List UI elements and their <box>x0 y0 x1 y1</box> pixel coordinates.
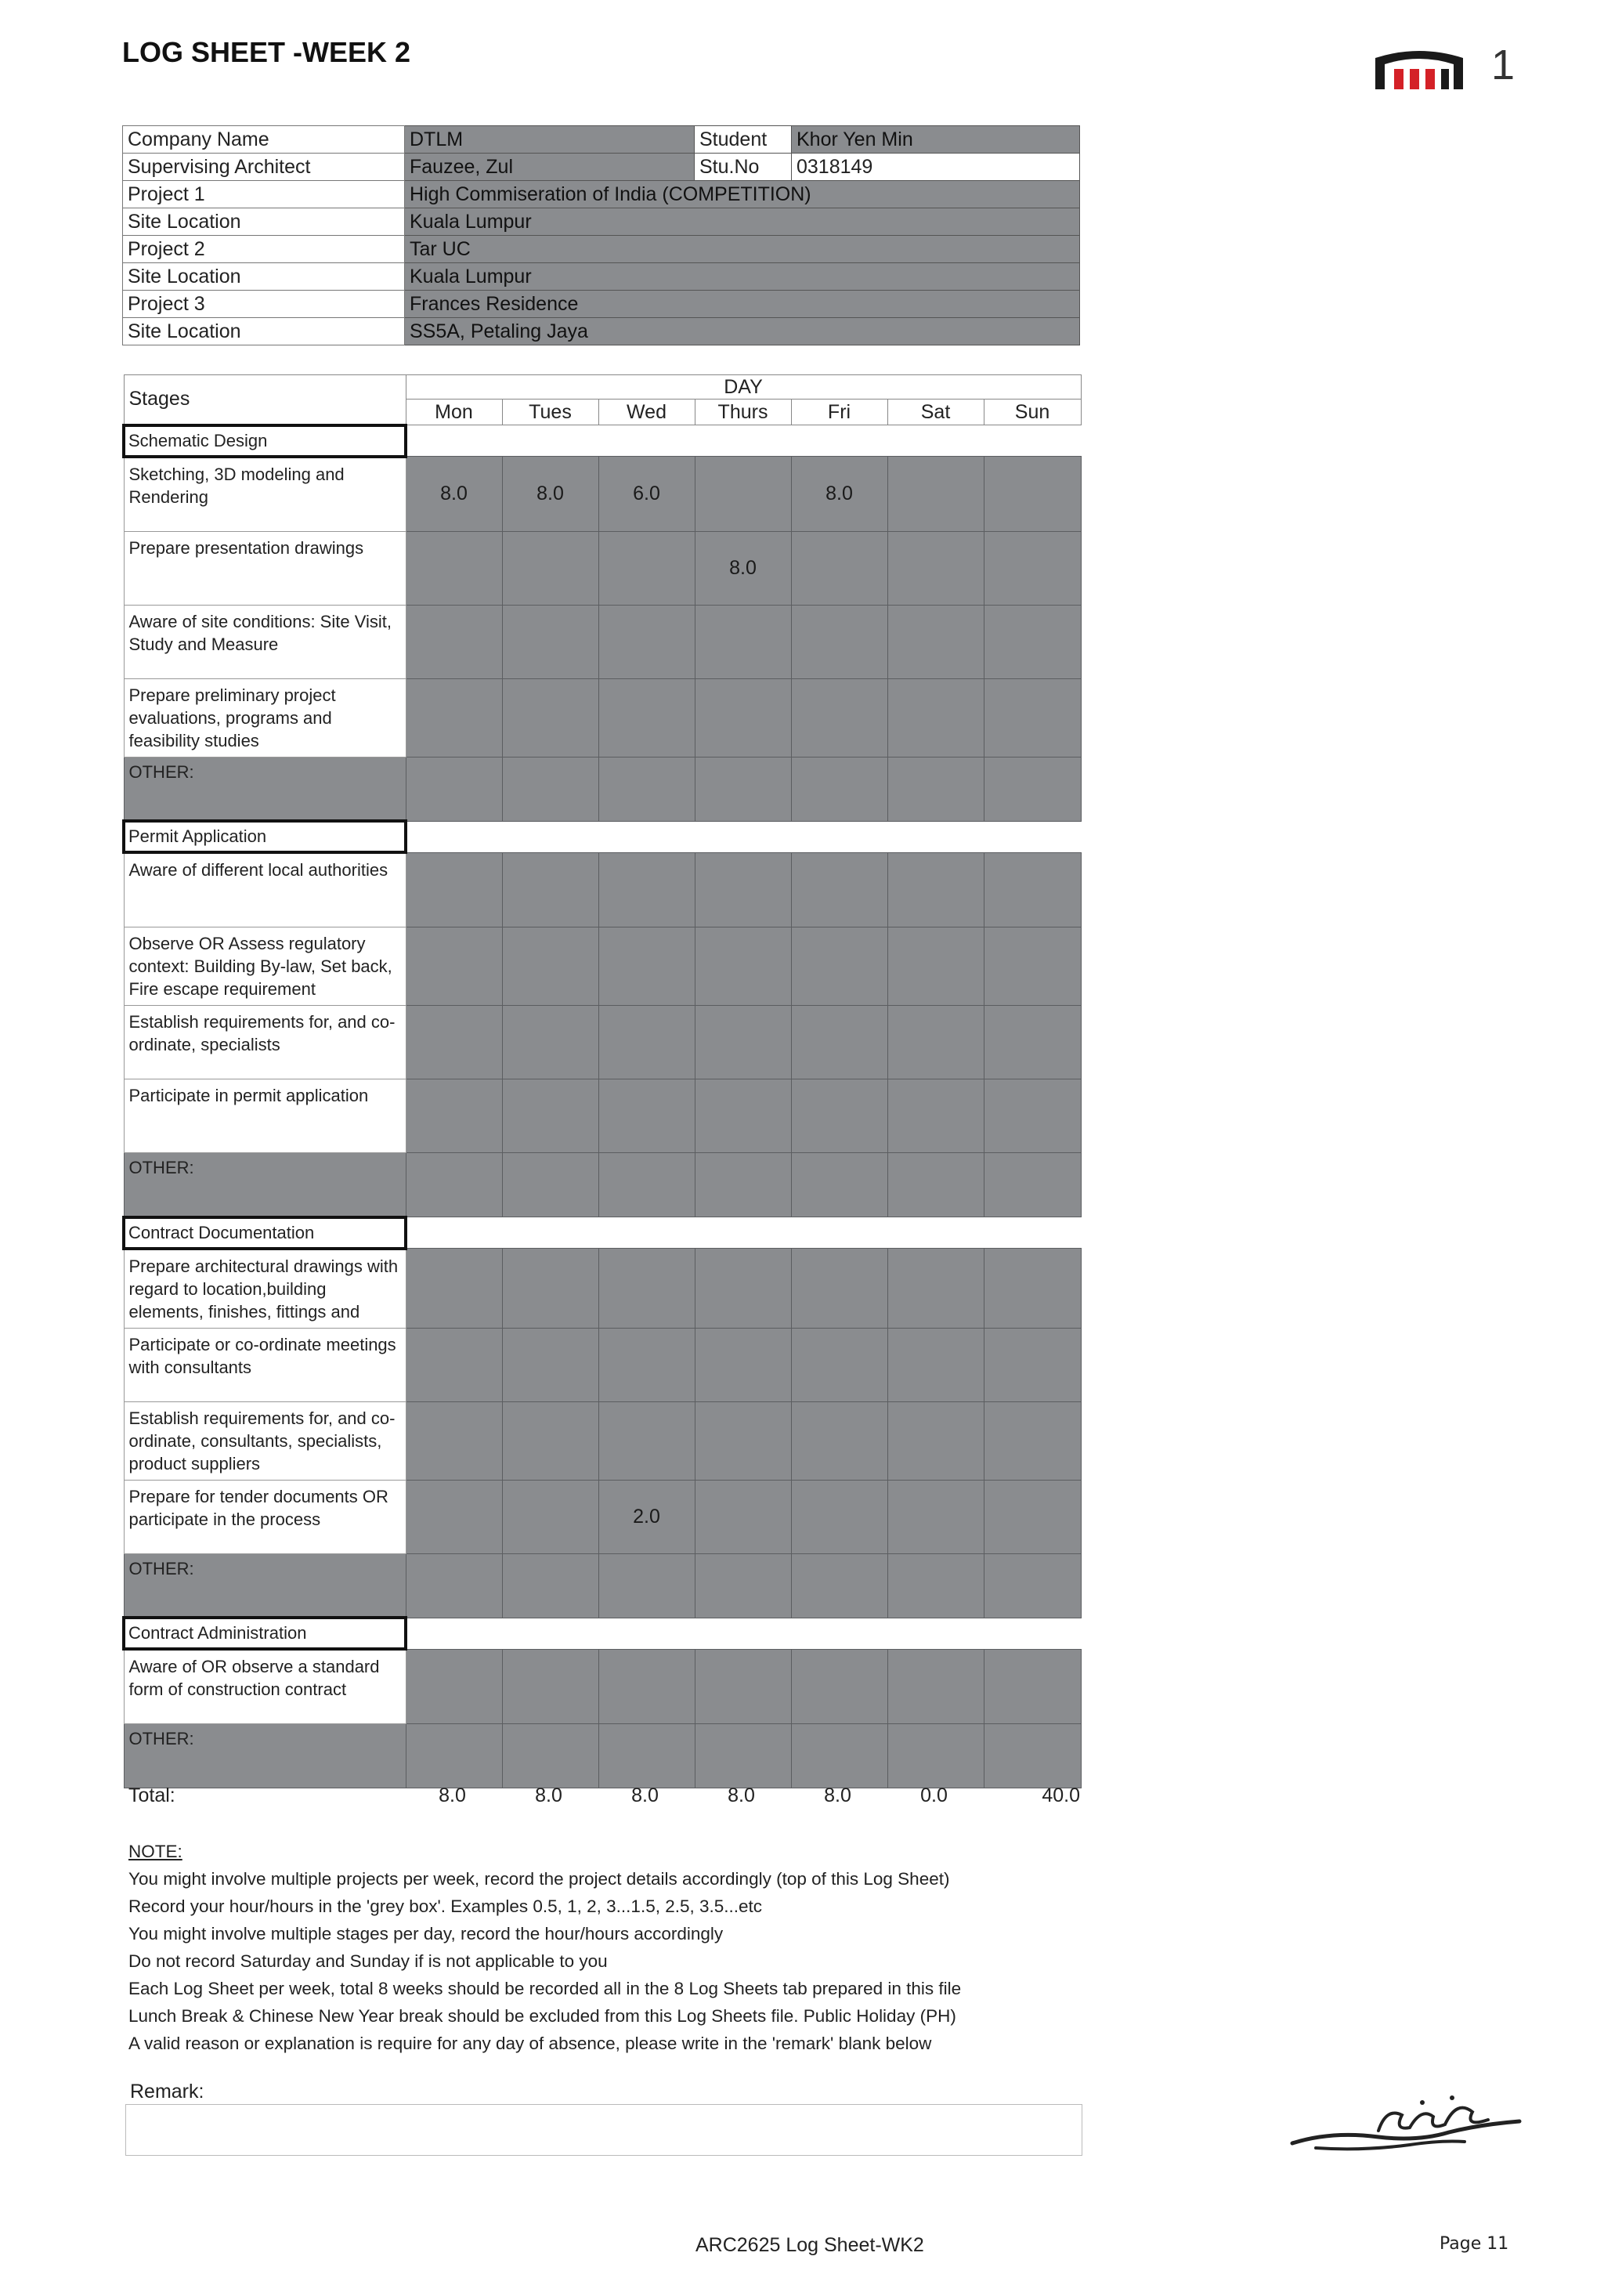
activity-row <box>124 1649 1081 1724</box>
section-spacer <box>406 1217 1081 1249</box>
grid-header-row <box>124 375 1081 400</box>
student-label: Student <box>695 126 792 154</box>
activity-label: Prepare preliminary project evaluations, programs and feasibility studies <box>124 678 406 757</box>
hours-cell[interactable] <box>598 1006 695 1079</box>
hours-cell[interactable] <box>695 1553 791 1618</box>
info-row-project3 <box>123 291 1080 318</box>
hours-cell[interactable] <box>695 927 791 1006</box>
note-line: You might involve multiple projects per week, record the project details accordingly (top of this Log Sheet) <box>128 1869 950 1889</box>
hours-cell[interactable] <box>598 1153 695 1217</box>
supervising-architect-label: Supervising Architect <box>123 154 405 181</box>
other-row <box>124 1153 1081 1217</box>
hours-cell[interactable] <box>887 605 984 678</box>
hours-cell[interactable] <box>791 1724 887 1788</box>
hours-cell[interactable] <box>502 1153 598 1217</box>
university-logo <box>1372 47 1466 92</box>
hours-cell[interactable] <box>502 852 598 927</box>
activity-row <box>124 1401 1081 1480</box>
section-row-contract-admin <box>124 1618 1081 1649</box>
hours-cell[interactable] <box>598 852 695 927</box>
hours-cell[interactable] <box>502 1553 598 1618</box>
hours-cell[interactable] <box>887 852 984 927</box>
totals-row <box>122 1784 1079 1811</box>
hours-cell[interactable] <box>406 1006 502 1079</box>
activity-label: Participate in permit application <box>124 1079 406 1153</box>
hours-cell[interactable] <box>695 1249 791 1329</box>
hours-cell[interactable] <box>791 1249 887 1329</box>
hours-cell[interactable] <box>984 1480 1081 1553</box>
stu-no-value: 0318149 <box>792 154 1080 181</box>
activity-label: Prepare architectural drawings with regard to location,building elements, finishes, fittings and <box>124 1249 406 1329</box>
activity-label: Establish requirements for, and co-ordinate, consultants, specialists, product suppliers <box>124 1401 406 1480</box>
stu-no-label: Stu.No <box>695 154 792 181</box>
hours-cell[interactable] <box>695 852 791 927</box>
activity-row <box>124 457 1081 532</box>
section-title-contract-doc: Contract Documentation <box>124 1217 406 1249</box>
hours-cell[interactable] <box>695 1401 791 1480</box>
section-title-contract-admin: Contract Administration <box>124 1618 406 1649</box>
student-value: Khor Yen Min <box>792 126 1080 154</box>
hours-cell[interactable] <box>695 757 791 821</box>
activity-label: Sketching, 3D modeling and Rendering <box>124 457 406 532</box>
stages-label: Stages <box>124 375 406 425</box>
section-title-schematic: Schematic Design <box>124 425 406 457</box>
log-grid <box>122 374 1082 1788</box>
activity-row <box>124 678 1081 757</box>
info-row-company <box>123 126 1080 154</box>
corner-digit: 1 <box>1491 42 1515 89</box>
day-mon: Mon <box>406 400 502 425</box>
total-mon: 8.0 <box>439 1784 466 1806</box>
hours-cell[interactable] <box>598 1079 695 1153</box>
day-label: DAY <box>406 375 1081 400</box>
hours-cell[interactable] <box>791 1006 887 1079</box>
activity-label: Observe OR Assess regulatory context: Building By-law, Set back, Fire escape requirement <box>124 927 406 1006</box>
info-row-project2 <box>123 236 1080 263</box>
hours-cell[interactable] <box>695 1724 791 1788</box>
hours-cell[interactable] <box>887 1724 984 1788</box>
activity-label: Prepare for tender documents OR participate in the process <box>124 1480 406 1553</box>
day-thurs: Thurs <box>695 400 791 425</box>
hours-cell[interactable] <box>502 1401 598 1480</box>
hours-cell[interactable] <box>791 531 887 605</box>
project2-label: Project 2 <box>123 236 405 263</box>
activity-row <box>124 852 1081 927</box>
hours-cell[interactable] <box>984 678 1081 757</box>
hours-cell[interactable] <box>984 1724 1081 1788</box>
hours-cell[interactable] <box>598 605 695 678</box>
supervising-architect-value: Fauzee, Zul <box>405 154 695 181</box>
other-label: OTHER: <box>124 1553 406 1618</box>
hours-cell[interactable] <box>406 1649 502 1724</box>
hours-cell[interactable] <box>695 1649 791 1724</box>
site1-label: Site Location <box>123 208 405 236</box>
hours-cell[interactable] <box>984 1249 1081 1329</box>
day-sun: Sun <box>984 400 1081 425</box>
hours-cell[interactable] <box>887 1649 984 1724</box>
activity-label: Aware of different local authorities <box>124 852 406 927</box>
info-row-architect <box>123 154 1080 181</box>
hours-cell[interactable] <box>406 1079 502 1153</box>
project-info-table <box>122 125 1080 345</box>
total-wed: 8.0 <box>631 1784 659 1806</box>
project1-value: High Commiseration of India (COMPETITION) <box>405 181 1080 208</box>
other-row <box>124 757 1081 821</box>
hours-cell[interactable] <box>791 1328 887 1401</box>
section-row-contract-doc <box>124 1217 1081 1249</box>
hours-cell[interactable] <box>984 1079 1081 1153</box>
note-line: Each Log Sheet per week, total 8 weeks should be recorded all in the 8 Log Sheets tab prepared in this file <box>128 1979 962 1998</box>
total-week: 40.0 <box>1042 1784 1080 1806</box>
hours-cell[interactable] <box>887 757 984 821</box>
note-line: You might involve multiple stages per day, record the hour/hours accordingly <box>128 1924 724 1943</box>
signature-image <box>1284 2076 1535 2162</box>
hours-cell[interactable] <box>984 457 1081 532</box>
hours-cell[interactable] <box>502 1724 598 1788</box>
hours-cell[interactable] <box>887 1249 984 1329</box>
hours-cell[interactable] <box>695 605 791 678</box>
hours-cell[interactable] <box>502 605 598 678</box>
site3-label: Site Location <box>123 318 405 345</box>
activity-row <box>124 531 1081 605</box>
hours-cell[interactable] <box>887 531 984 605</box>
hours-cell[interactable] <box>406 1553 502 1618</box>
hours-cell[interactable] <box>791 1480 887 1553</box>
notes-block <box>128 1838 961 2057</box>
section-spacer <box>406 821 1081 852</box>
note-line: Lunch Break & Chinese New Year break should be excluded from this Log Sheets file. Public Holiday (PH) <box>128 2006 956 2026</box>
activity-row <box>124 1480 1081 1553</box>
info-row-site3 <box>123 318 1080 345</box>
other-row <box>124 1724 1081 1788</box>
total-label: Total: <box>128 1784 175 1806</box>
activity-row <box>124 1328 1081 1401</box>
hours-cell[interactable] <box>984 1401 1081 1480</box>
info-row-site2 <box>123 263 1080 291</box>
hours-cell[interactable] <box>502 1249 598 1329</box>
hours-cell[interactable]: 8.0 <box>791 457 887 532</box>
hours-cell[interactable] <box>887 1079 984 1153</box>
site1-value: Kuala Lumpur <box>405 208 1080 236</box>
day-sat: Sat <box>887 400 984 425</box>
total-tues: 8.0 <box>535 1784 562 1806</box>
hours-cell[interactable] <box>887 1480 984 1553</box>
company-name-label: Company Name <box>123 126 405 154</box>
note-line: Do not record Saturday and Sunday if is not applicable to you <box>128 1951 608 1971</box>
activity-label: Aware of site conditions: Site Visit, Study and Measure <box>124 605 406 678</box>
hours-cell[interactable] <box>598 757 695 821</box>
hours-cell[interactable] <box>406 1249 502 1329</box>
info-row-project1 <box>123 181 1080 208</box>
hours-cell[interactable] <box>791 927 887 1006</box>
hours-cell[interactable] <box>984 531 1081 605</box>
note-line: Record your hour/hours in the 'grey box'. Examples 0.5, 1, 2, 3...1.5, 2.5, 3.5...etc <box>128 1896 763 1916</box>
activity-label: Prepare presentation drawings <box>124 531 406 605</box>
hours-cell[interactable] <box>984 757 1081 821</box>
hours-cell[interactable] <box>887 927 984 1006</box>
hours-cell[interactable] <box>695 1480 791 1553</box>
other-row <box>124 1553 1081 1618</box>
hours-cell[interactable] <box>406 927 502 1006</box>
project3-label: Project 3 <box>123 291 405 318</box>
site2-value: Kuala Lumpur <box>405 263 1080 291</box>
activity-row <box>124 605 1081 678</box>
hours-cell[interactable] <box>984 927 1081 1006</box>
hours-cell[interactable] <box>695 457 791 532</box>
page-title: LOG SHEET -WEEK 2 <box>122 36 411 68</box>
hours-cell[interactable] <box>598 1724 695 1788</box>
hours-cell[interactable]: 2.0 <box>598 1480 695 1553</box>
hours-cell[interactable] <box>502 1079 598 1153</box>
day-tues: Tues <box>502 400 598 425</box>
hours-cell[interactable] <box>598 678 695 757</box>
hours-cell[interactable] <box>984 1553 1081 1618</box>
hours-cell[interactable] <box>598 927 695 1006</box>
hours-cell[interactable] <box>791 678 887 757</box>
project2-value: Tar UC <box>405 236 1080 263</box>
total-fri: 8.0 <box>824 1784 851 1806</box>
hours-cell[interactable] <box>791 757 887 821</box>
hours-cell[interactable] <box>791 852 887 927</box>
day-wed: Wed <box>598 400 695 425</box>
hours-cell[interactable] <box>598 1328 695 1401</box>
hours-cell[interactable] <box>598 1553 695 1618</box>
hours-cell[interactable] <box>791 1079 887 1153</box>
company-name-value: DTLM <box>405 126 695 154</box>
notes-heading: NOTE: <box>128 1842 182 1861</box>
note-line: A valid reason or explanation is require for any day of absence, please write in the 'remark' blank below <box>128 2034 932 2053</box>
hours-cell[interactable] <box>406 1401 502 1480</box>
hours-cell[interactable] <box>887 1153 984 1217</box>
activity-row <box>124 1006 1081 1079</box>
hours-cell[interactable] <box>502 1006 598 1079</box>
hours-cell[interactable] <box>502 531 598 605</box>
hours-cell[interactable] <box>695 1328 791 1401</box>
hours-cell[interactable] <box>406 1328 502 1401</box>
hours-cell[interactable] <box>598 1401 695 1480</box>
other-label: OTHER: <box>124 757 406 821</box>
hours-cell[interactable] <box>502 757 598 821</box>
footer-page-number: Page 11 <box>1440 2234 1509 2254</box>
hours-cell[interactable] <box>695 1079 791 1153</box>
section-title-permit: Permit Application <box>124 821 406 852</box>
hours-cell[interactable]: 8.0 <box>695 531 791 605</box>
activity-row <box>124 1079 1081 1153</box>
hours-cell[interactable] <box>598 1249 695 1329</box>
other-label: OTHER: <box>124 1153 406 1217</box>
activity-label: Participate or co-ordinate meetings with consultants <box>124 1328 406 1401</box>
hours-cell[interactable] <box>598 1649 695 1724</box>
activity-label: Establish requirements for, and co-ordinate, specialists <box>124 1006 406 1079</box>
hours-cell[interactable] <box>984 852 1081 927</box>
hours-cell[interactable] <box>791 1401 887 1480</box>
other-label: OTHER: <box>124 1724 406 1788</box>
activity-row <box>124 927 1081 1006</box>
hours-cell[interactable] <box>984 1153 1081 1217</box>
hours-cell[interactable] <box>406 757 502 821</box>
total-thurs: 8.0 <box>728 1784 755 1806</box>
remark-label: Remark: <box>130 2081 204 2103</box>
hours-cell[interactable] <box>887 678 984 757</box>
hours-cell[interactable] <box>984 1006 1081 1079</box>
activity-row <box>124 1249 1081 1329</box>
hours-cell[interactable] <box>502 927 598 1006</box>
hours-cell[interactable] <box>406 605 502 678</box>
hours-cell[interactable]: 6.0 <box>598 457 695 532</box>
site3-value: SS5A, Petaling Jaya <box>405 318 1080 345</box>
hours-cell[interactable] <box>406 678 502 757</box>
section-spacer <box>406 1618 1081 1649</box>
hours-cell[interactable] <box>406 1153 502 1217</box>
hours-cell[interactable] <box>502 678 598 757</box>
hours-cell[interactable]: 8.0 <box>406 457 502 532</box>
hours-cell[interactable] <box>887 1553 984 1618</box>
hours-cell[interactable] <box>887 1006 984 1079</box>
hours-cell[interactable] <box>984 1328 1081 1401</box>
info-row-site1 <box>123 208 1080 236</box>
hours-cell[interactable]: 8.0 <box>502 457 598 532</box>
hours-cell[interactable] <box>791 1153 887 1217</box>
project1-label: Project 1 <box>123 181 405 208</box>
hours-cell[interactable] <box>791 1649 887 1724</box>
remark-field[interactable] <box>125 2104 1082 2156</box>
section-row-schematic <box>124 425 1081 457</box>
hours-cell[interactable] <box>502 1328 598 1401</box>
hours-cell[interactable] <box>984 605 1081 678</box>
footer-document-name: ARC2625 Log Sheet-WK2 <box>695 2234 924 2256</box>
hours-cell[interactable] <box>502 1480 598 1553</box>
hours-cell[interactable] <box>598 531 695 605</box>
hours-cell[interactable] <box>984 1649 1081 1724</box>
hours-cell[interactable] <box>887 457 984 532</box>
project3-value: Frances Residence <box>405 291 1080 318</box>
hours-cell[interactable] <box>502 1649 598 1724</box>
hours-cell[interactable] <box>695 1006 791 1079</box>
hours-cell[interactable] <box>695 678 791 757</box>
hours-cell[interactable] <box>887 1328 984 1401</box>
hours-cell[interactable] <box>406 1724 502 1788</box>
hours-cell[interactable] <box>406 852 502 927</box>
activity-label: Aware of OR observe a standard form of construction contract <box>124 1649 406 1724</box>
hours-cell[interactable] <box>406 531 502 605</box>
section-spacer <box>406 425 1081 457</box>
hours-cell[interactable] <box>887 1401 984 1480</box>
day-fri: Fri <box>791 400 887 425</box>
hours-cell[interactable] <box>791 1553 887 1618</box>
site2-label: Site Location <box>123 263 405 291</box>
section-row-permit <box>124 821 1081 852</box>
hours-cell[interactable] <box>791 605 887 678</box>
hours-cell[interactable] <box>406 1480 502 1553</box>
total-sat: 0.0 <box>920 1784 948 1806</box>
hours-cell[interactable] <box>695 1153 791 1217</box>
